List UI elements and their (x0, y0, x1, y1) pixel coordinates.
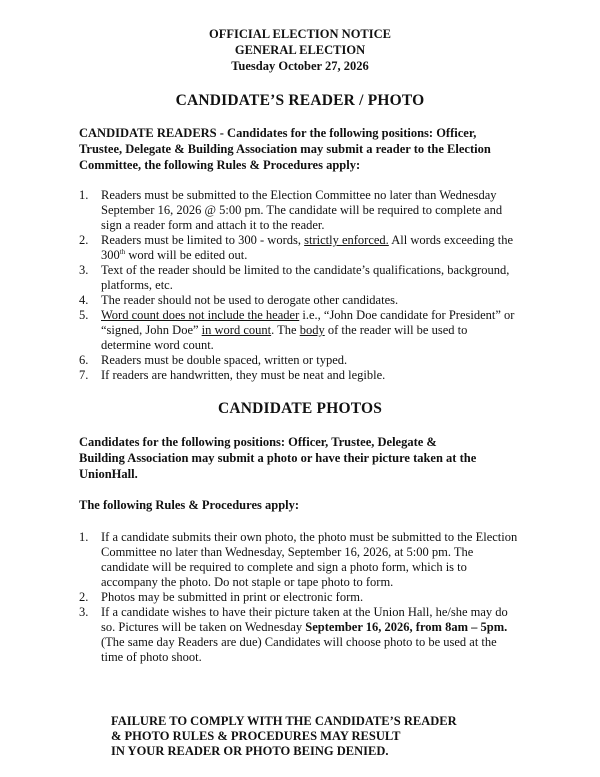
warning-line-2: & PHOTO RULES & PROCEDURES MAY RESULT (111, 729, 401, 743)
compliance-warning (111, 714, 541, 759)
notice-header (0, 26, 600, 74)
photos-title: CANDIDATE PHOTOS (217, 400, 383, 417)
list-item: 3. Text of the reader should be limited to the candidate’s qualifications, background, platforms, etc. (79, 263, 510, 292)
list-item: 5. Word count does not include the header i.e., “John Doe candidate for President” or “signed, John Doe” in word count. The body of the reader will be used to determine word count. (79, 308, 515, 352)
readers-title: CANDIDATE’S READER / PHOTO (175, 92, 425, 109)
list-item: 7. If readers are handwritten, they must be neat and legible. (79, 368, 386, 382)
list-item: 4. The reader should not be used to derogate other candidates. (79, 293, 399, 307)
list-item: 1. If a candidate submits their own photo, the photo must be submitted to the Election Committee no later than Wednesday, September 16, 2026, at 5:00 pm. The candidate will be required to complete and sign a photo form, which is to accompany the photo. Do not staple or tape photo to form. (79, 530, 518, 589)
list-item: 3. If a candidate wishes to have their picture taken at the Union Hall, he/she may do so. Pictures will be taken on Wednesday September 16, 2026, from 8am – 5pm. (The same day Readers are due) Candidates will choose photo to be used at the time of photo shoot. (79, 605, 508, 664)
warning-line-3: IN YOUR READER OR PHOTO BEING DENIED. (111, 744, 389, 758)
photos-rules-list (79, 530, 519, 665)
photos-intro: Candidates for the following positions: Officer, Trustee, Delegate & Building Association may submit a photo or have their picture taken at the UnionHall. (79, 435, 477, 481)
list-item: 2. Photos may be submitted in print or electronic form. (79, 590, 364, 604)
readers-intro: CANDIDATE READERS - Candidates for the following positions: Officer, Trustee, Delegate & Building Association may submit a reader to the Election Committee, the following Rules & Procedures apply: (79, 126, 491, 172)
header-line-1: OFFICIAL ELECTION NOTICE (209, 27, 391, 41)
readers-rules-list (79, 188, 519, 383)
list-item: 6. Readers must be double spaced, written or typed. (79, 353, 348, 367)
warning-line-1: FAILURE TO COMPLY WITH THE CANDIDATE’S READER (111, 714, 457, 728)
list-item: 2. Readers must be limited to 300 - words, strictly enforced. All words exceeding the 300th word will be edited out. (79, 233, 514, 262)
header-line-3: Tuesday October 27, 2026 (231, 59, 369, 73)
photos-rules-heading: The following Rules & Procedures apply: (79, 498, 300, 512)
header-line-2: GENERAL ELECTION (234, 43, 366, 57)
list-item: 1. Readers must be submitted to the Election Committee no later than Wednesday September 16, 2026 @ 5:00 pm. The candidate will be required to complete and sign a reader form and attach it to the reader. (79, 188, 503, 232)
